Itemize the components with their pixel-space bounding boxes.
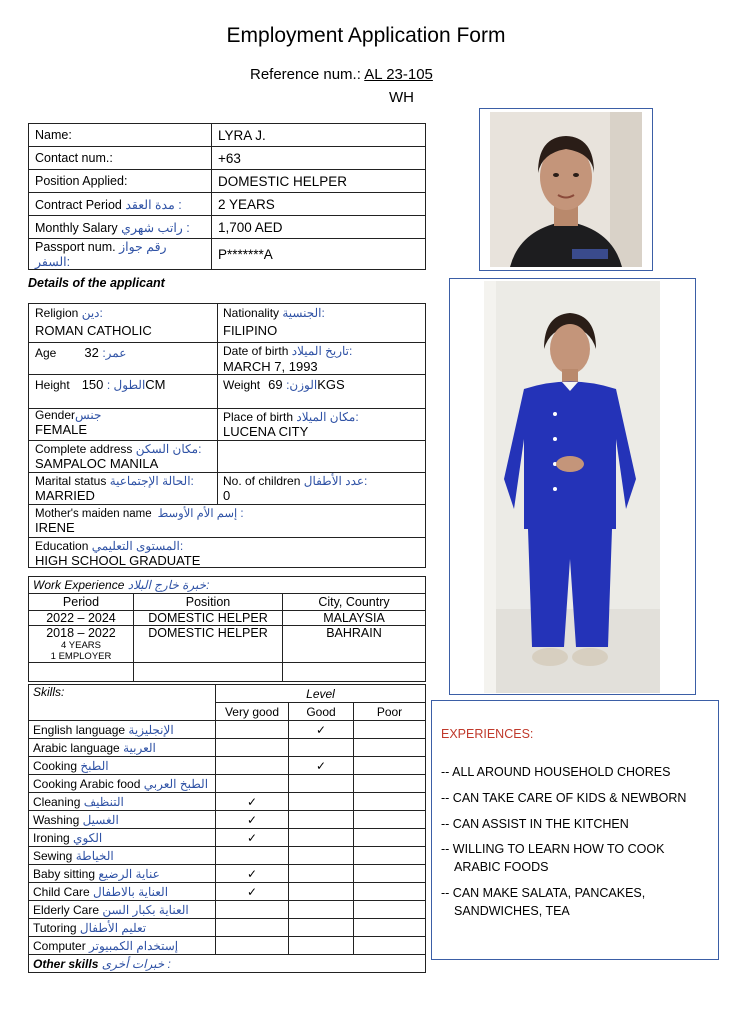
basic-label: Name: [29,124,212,147]
skill-name: Tutoring تعليم الأطفال [29,919,216,937]
children-field: No. of children عدد الأطفال: 0 [223,474,368,503]
reference-number [250,66,433,83]
work-row [29,611,426,626]
basic-value: P*******A [212,239,426,270]
reference-label: Reference num.: [250,66,361,83]
skill-level-vgood: ✓ [216,865,289,883]
skill-row [29,937,426,955]
skill-row [29,757,426,775]
work-row [29,626,426,663]
details-section [28,303,426,568]
skill-row [29,775,426,793]
skill-name: Sewing الخياطة [29,847,216,865]
skill-level-vgood [216,901,289,919]
skill-level-good [289,811,354,829]
skill-level-good [289,865,354,883]
basic-value: 1,700 AED [212,216,426,239]
skill-row [29,721,426,739]
skill-level-vgood: ✓ [216,793,289,811]
skill-level-vgood [216,919,289,937]
skill-level-good [289,829,354,847]
basic-info-row [29,147,426,170]
experience-item: SANDWICHES, TEA [454,904,570,918]
skill-level-vgood [216,847,289,865]
basic-label: Position Applied: [29,170,212,193]
work-position: DOMESTIC HELPER [134,611,283,626]
skill-level-poor [354,919,426,937]
col-position: Position [134,594,283,611]
basic-value: +63 [212,147,426,170]
skill-name: Arabic language العربية [29,739,216,757]
skill-level-poor [354,775,426,793]
basic-label: Monthly Salary راتب شهري : [29,216,212,239]
level-heading: Level [216,685,426,703]
basic-label: Passport num. رقم جواز السفر: [29,239,212,270]
full-body-photo [449,278,696,695]
col-period: Period [29,594,134,611]
portrait-photo [479,108,653,271]
basic-value: 2 YEARS [212,193,426,216]
skill-row [29,955,426,973]
skill-name: Elderly Care العناية بكبار السن [29,901,216,919]
education-field: Education المستوى التعليمي: HIGH SCHOOL GRADUATE [35,539,201,568]
page-title: Employment Application Form [226,24,506,47]
basic-info-table [28,123,426,270]
skill-level-poor [354,811,426,829]
experiences-box [431,700,719,960]
skill-level-poor [354,793,426,811]
work-position: DOMESTIC HELPER [134,626,283,663]
skill-name: Child Care العناية بالاطفال [29,883,216,901]
skill-row [29,883,426,901]
skill-level-good [289,739,354,757]
reference-value: AL 23-105 [364,66,433,83]
basic-info-row [29,193,426,216]
work-city: BAHRAIN [283,626,426,663]
skill-level-good [289,775,354,793]
work-city: MALAYSIA [283,611,426,626]
skill-row [29,847,426,865]
skill-level-poor [354,901,426,919]
skill-name: Cooking Arabic food الطبخ العربي [29,775,216,793]
skill-row [29,739,426,757]
skill-level-good: ✓ [289,721,354,739]
experience-item: -- CAN TAKE CARE OF KIDS & NEWBORN [441,791,687,805]
religion-field: Religion دين: ROMAN CATHOLIC [35,306,152,338]
skill-name: Other skills خبرات أخرى : [29,955,426,973]
skill-name: Cleaning التنظيف [29,793,216,811]
skill-name: English language الإنجليزية [29,721,216,739]
nationality-field: Nationality الجنسية: FILIPINO [223,306,325,338]
skill-name: Ironing الكوي [29,829,216,847]
skill-level-poor [354,847,426,865]
skill-level-good [289,793,354,811]
height-field: Height الطول : 150CM [35,377,166,392]
details-heading: Details of the applicant [28,276,165,290]
skill-level-vgood [216,739,289,757]
address-field: Complete address مكان السكن: SAMPALOC MANILA [35,442,202,471]
maiden-name-field: Mother's maiden name إسم الأم الأوسط : IRENE [35,508,244,535]
col-very-good: Very good [216,703,289,721]
skill-level-good [289,847,354,865]
experience-item: -- CAN ASSIST IN THE KITCHEN [441,817,629,831]
skill-level-vgood [216,937,289,955]
reference-suffix: WH [389,89,414,106]
pob-field: Place of birth مكان الميلاد: LUCENA CITY [223,410,359,439]
weight-field: Weight الوزن: 69KGS [223,377,345,392]
skill-level-poor [354,883,426,901]
skills-table [28,684,426,973]
skill-level-vgood: ✓ [216,829,289,847]
skill-row [29,793,426,811]
age-field: Age عمر: 32 [35,345,127,360]
basic-info-row [29,239,426,270]
basic-value: DOMESTIC HELPER [212,170,426,193]
skill-level-vgood: ✓ [216,811,289,829]
basic-label: Contact num.: [29,147,212,170]
work-period: 2018 – 2022 4 YEARS 1 EMPLOYER [29,626,134,663]
skill-level-vgood [216,721,289,739]
marital-field: Marital status الحالة الإجتماعية: MARRIED [35,474,194,503]
skill-level-poor [354,937,426,955]
skill-name: Cooking الطبخ [29,757,216,775]
skill-level-poor [354,721,426,739]
dob-field: Date of birth تاريخ الميلاد: MARCH 7, 1993 [223,344,353,374]
skill-level-good: ✓ [289,757,354,775]
gender-field: Genderجنس FEMALE [35,408,102,437]
skill-level-poor [354,865,426,883]
skill-row [29,919,426,937]
skill-name: Computer إستخدام الكمبيوتر [29,937,216,955]
work-row-empty [29,663,426,682]
skill-level-poor [354,739,426,757]
skill-level-vgood [216,775,289,793]
skill-level-vgood [216,757,289,775]
skill-name: Washing الغسيل [29,811,216,829]
basic-info-row [29,170,426,193]
skill-level-poor [354,757,426,775]
work-experience-table [28,576,426,682]
skill-row [29,901,426,919]
col-good: Good [289,703,354,721]
skill-level-good [289,901,354,919]
experience-item: ARABIC FOODS [454,860,549,874]
skill-level-good [289,919,354,937]
work-heading: Work Experience خبرة خارج البلاد: [29,577,426,594]
experience-item: -- ALL AROUND HOUSEHOLD CHORES [441,765,671,779]
skill-level-good [289,883,354,901]
skill-level-vgood: ✓ [216,883,289,901]
experience-item: -- CAN MAKE SALATA, PANCAKES, [441,886,646,900]
work-period: 2022 – 2024 [29,611,134,626]
basic-info-row [29,124,426,147]
skill-row [29,811,426,829]
skill-row [29,865,426,883]
skills-heading: Skills: [29,685,216,721]
col-city: City, Country [283,594,426,611]
basic-value: LYRA J. [212,124,426,147]
skill-level-good [289,937,354,955]
col-poor: Poor [354,703,426,721]
skill-name: Baby sitting عناية الرضيع [29,865,216,883]
skill-level-poor [354,829,426,847]
basic-label: Contract Period مدة العقد : [29,193,212,216]
experiences-heading: EXPERIENCES: [441,727,534,741]
basic-info-row [29,216,426,239]
experience-item: -- WILLING TO LEARN HOW TO COOK [441,842,665,856]
skill-row [29,829,426,847]
